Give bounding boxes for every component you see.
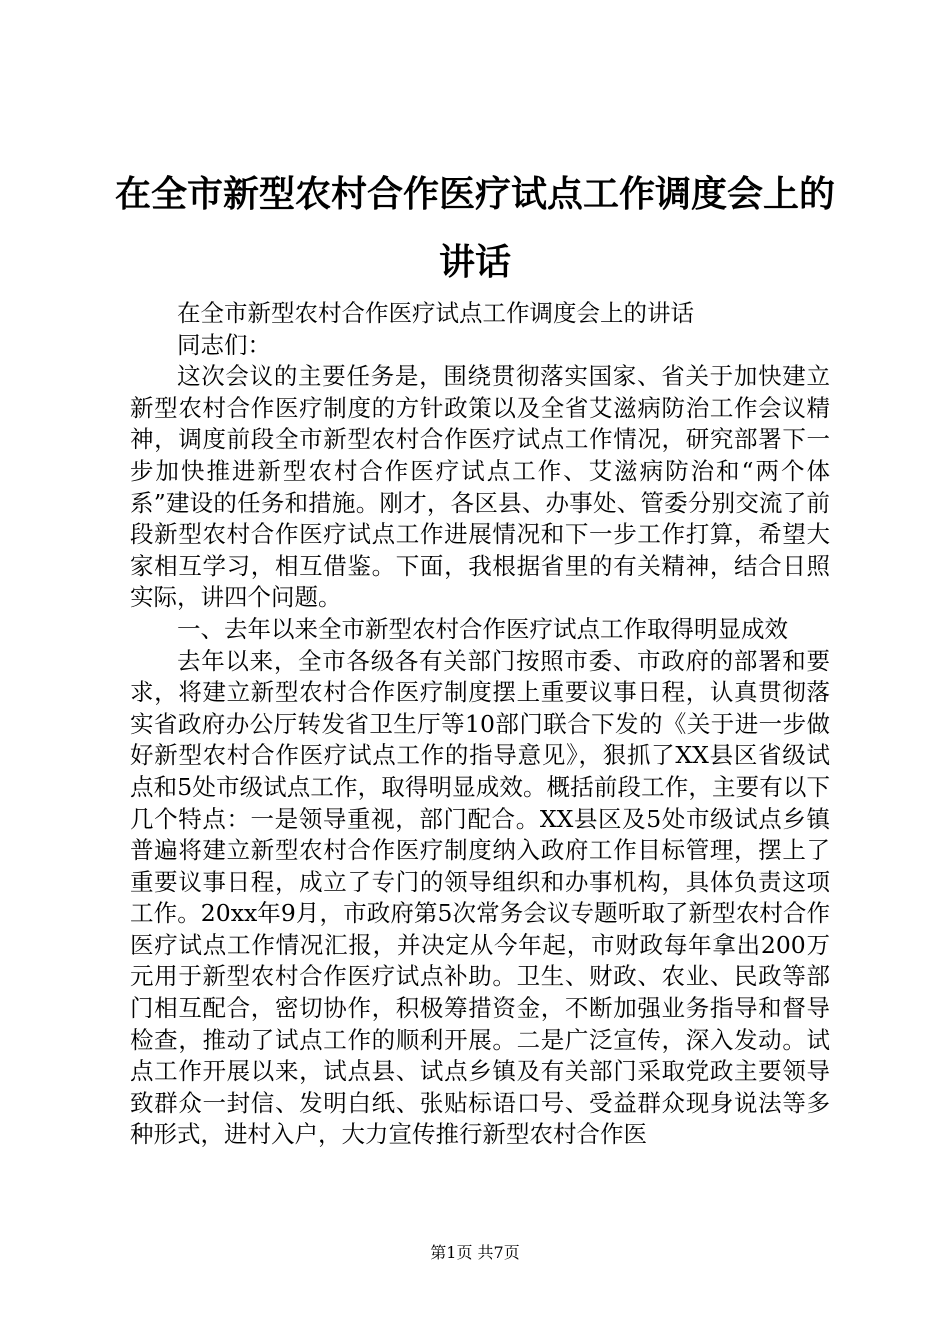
page-number-footer: 第1页 共7页: [430, 1243, 520, 1262]
paragraph-intro: 这次会议的主要任务是，围绕贯彻落实国家、省关于加快建立新型农村合作医疗制度的方针政策以及全省艾滋病防治工作会议精神，调度前段全市新型农村合作医疗试点工作情况，研究部署下一步加快推进新型农村合作医疗试点工作、艾滋病防治和“两个体系”建设的任务和措施。刚才，各区县、办事处、管委分别交流了前段新型农村合作医疗试点工作进展情况和下一步工作打算，希望大家相互学习，相互借鉴。下面，我根据省里的有关精神，结合日照实际，讲四个问题。: [130, 362, 830, 612]
section-heading-1: 一、去年以来全市新型农村合作医疗试点工作取得明显成效: [177, 614, 788, 643]
document-body: [130, 298, 830, 1151]
document-subtitle: 在全市新型农村合作医疗试点工作调度会上的讲话: [177, 299, 694, 327]
document-title: 在全市新型农村合作医疗试点工作调度会上的讲话: [114, 173, 835, 283]
salutation: 同志们：: [177, 330, 271, 359]
paragraph-section-1: 去年以来，全市各级各有关部门按照市委、市政府的部署和要求，将建立新型农村合作医疗制度摆上重要议事日程，认真贯彻落实省政府办公厅转发省卫生厅等10部门联合下发的《关于进一步做好新型农村合作医疗试点工作的指导意见》，狠抓了XX县区省级试点和5处市级试点工作，取得明显成效。概括前段工作，主要有以下几个特点：一是领导重视，部门配合。XX县区及5处市级试点乡镇普遍将建立新型农村合作医疗制度纳入政府工作目标管理，摆上了重要议事日程，成立了专门的领导组织和办事机构，具体负责这项工作。20xx年9月，市政府第5次常务会议专题听取了新型农村合作医疗试点工作情况汇报，并决定从今年起，市财政每年拿出200万元用于新型农村合作医疗试点补助。卫生、财政、农业、民政等部门相互配合，密切协作，积极筹措资金，不断加强业务指导和督导检查，推动了试点工作的顺利开展。二是广泛宣传，深入发动。试点工作开展以来，试点县、试点乡镇及有关部门采取党政主要领导致群众一封信、发明白纸、张贴标语口号、受益群众现身说法等多种形式，进村入户，大力宣传推行新型农村合作医: [130, 646, 830, 1149]
